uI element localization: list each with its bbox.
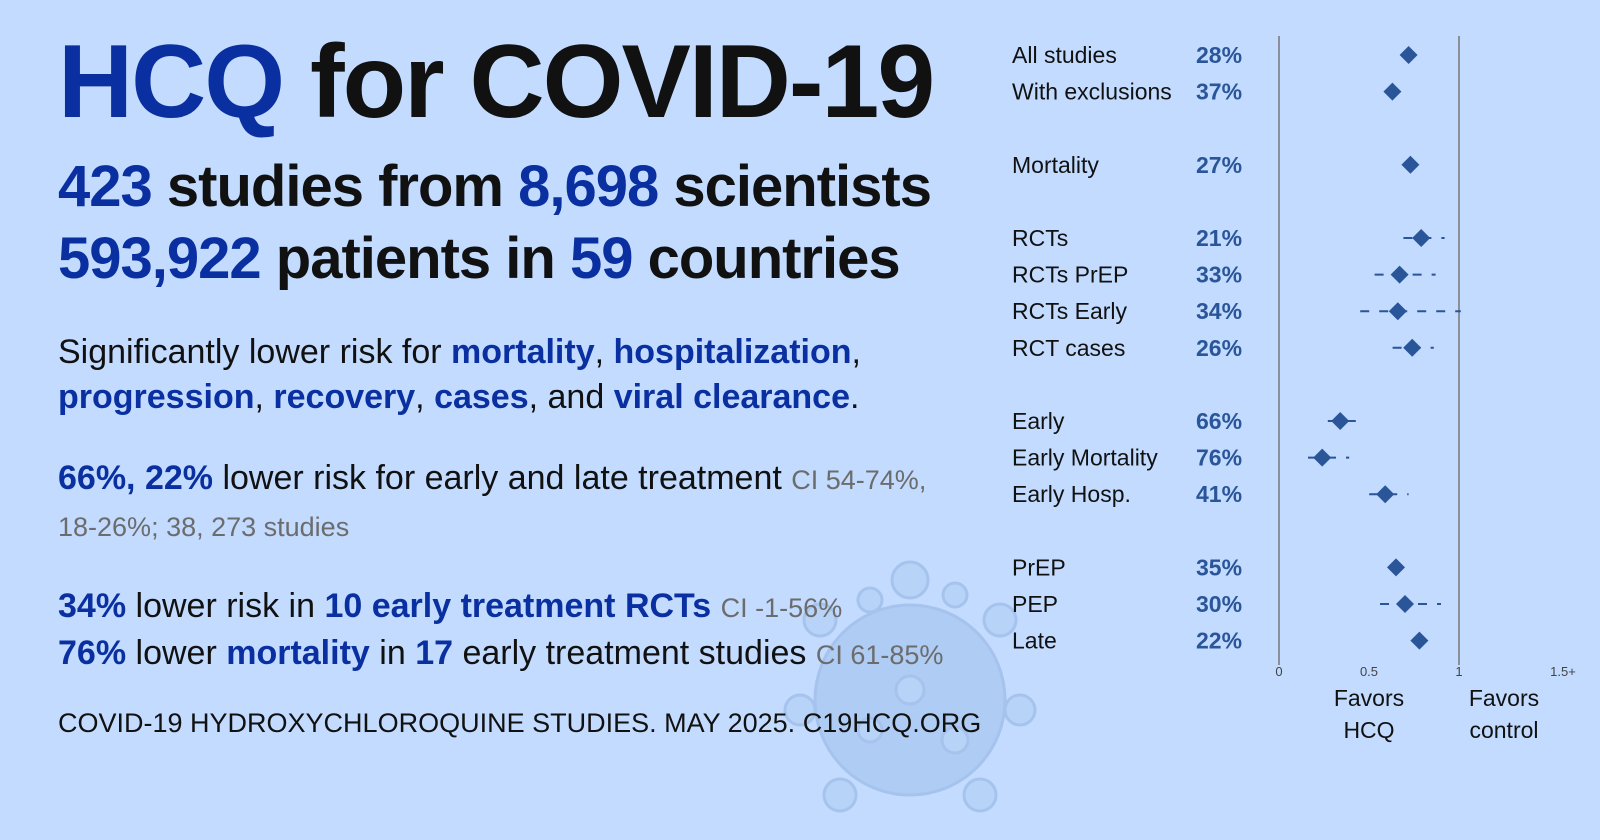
- row-label-early: Early: [1012, 408, 1065, 434]
- marker-pep: [1396, 595, 1414, 613]
- benefits-prefix: Significantly lower risk for: [58, 333, 442, 371]
- treatment-pcts: 66%, 22%: [58, 459, 213, 497]
- page-title: [58, 24, 934, 140]
- row-value-early-mortality: 76%: [1196, 444, 1243, 471]
- studies-count: 423: [58, 154, 152, 219]
- benefit-viral-clearance: viral clearance: [613, 378, 850, 416]
- benefit-and: , and: [528, 378, 605, 416]
- row-value-late: 22%: [1196, 627, 1243, 654]
- row-label-early-hosp: Early Hosp.: [1012, 481, 1131, 508]
- benefit-sep: ,: [851, 333, 861, 371]
- row-label-early-mortality: Early Mortality: [1012, 444, 1158, 471]
- patients-count: 593,922: [58, 226, 261, 291]
- scientists-text: scientists: [673, 154, 931, 219]
- forest-plot: [1000, 20, 1600, 800]
- row-label-with-exclusions: With exclusions: [1012, 78, 1172, 105]
- marker-rcts-prep: [1391, 266, 1409, 284]
- row-label-rcts-prep: RCTs PrEP: [1012, 261, 1129, 288]
- row-label-all-studies: All studies: [1012, 42, 1117, 68]
- x-tick-2: 1: [1455, 664, 1463, 679]
- marker-early-hosp: [1376, 485, 1394, 503]
- mortality-text3: early treatment studies: [462, 634, 807, 672]
- row-value-mortality: 27%: [1196, 151, 1243, 178]
- row-label-rct-cases: RCT cases: [1012, 334, 1126, 361]
- x-tick-0: 0: [1275, 664, 1283, 679]
- rct-highlight: 10 early treatment RCTs: [324, 587, 712, 625]
- row-label-late: Late: [1012, 627, 1057, 654]
- benefit-sep: ,: [415, 378, 425, 416]
- footer: [58, 708, 981, 739]
- mortality-pct: 76%: [58, 634, 127, 672]
- marker-late: [1410, 632, 1428, 650]
- marker-with-exclusions: [1383, 83, 1401, 101]
- benefit-progression: progression: [58, 378, 255, 416]
- row-value-with-exclusions: 37%: [1196, 78, 1243, 105]
- row-label-mortality: Mortality: [1012, 151, 1099, 178]
- favors-control-1: Favors: [1468, 685, 1540, 711]
- row-label-pep: PEP: [1012, 591, 1059, 617]
- row-value-early: 66%: [1196, 408, 1243, 434]
- marker-rcts-early: [1389, 302, 1407, 320]
- x-tick-1: 0.5: [1359, 664, 1379, 679]
- benefit-sep: ,: [254, 378, 264, 416]
- row-value-early-hosp: 41%: [1196, 481, 1243, 508]
- row-value-rcts-prep: 33%: [1196, 261, 1243, 288]
- benefits-paragraph: [58, 330, 861, 420]
- footer-text: COVID-19 HYDROXYCHLOROQUINE STUDIES. MAY 2025.: [58, 708, 796, 738]
- countries-text: countries: [647, 226, 900, 291]
- title-hcq: HCQ: [58, 24, 284, 140]
- treatment-text: lower risk for early and late treatment: [222, 459, 782, 497]
- row-label-rcts-early: RCTs Early: [1012, 298, 1128, 325]
- favors-control-2: control: [1469, 717, 1539, 743]
- marker-early-mortality: [1313, 449, 1331, 467]
- marker-all-studies: [1400, 46, 1418, 64]
- studies-text: studies from: [166, 154, 503, 219]
- stats-line-studies: [58, 154, 931, 219]
- rct-pct: 34%: [58, 587, 127, 625]
- marker-early: [1331, 412, 1349, 430]
- row-value-rct-cases: 26%: [1196, 334, 1243, 361]
- mortality-count: 17: [415, 634, 454, 672]
- marker-rct-cases: [1403, 339, 1421, 357]
- mortality-text1: lower: [135, 634, 217, 672]
- row-value-all-studies: 28%: [1196, 42, 1243, 68]
- benefit-cases: cases: [434, 378, 529, 416]
- benefit-end: .: [850, 378, 860, 416]
- marker-rcts: [1412, 229, 1430, 247]
- benefit-mortality: mortality: [451, 333, 595, 371]
- patients-text: patients in: [275, 226, 555, 291]
- treatment-ci-1: CI 54-74%,: [791, 465, 927, 495]
- favors-hcq-2: HCQ: [1343, 717, 1395, 743]
- row-value-pep: 30%: [1196, 591, 1243, 617]
- row-label-prep: PrEP: [1012, 554, 1066, 581]
- x-tick-3: 1.5+: [1550, 664, 1576, 679]
- mortality-highlight: mortality: [226, 634, 370, 672]
- row-value-rcts: 21%: [1196, 225, 1243, 251]
- row-value-rcts-early: 34%: [1196, 298, 1243, 325]
- favors-hcq-1: Favors: [1333, 685, 1405, 711]
- mortality-text2: in: [379, 634, 406, 672]
- mortality-ci: CI 61-85%: [815, 640, 944, 670]
- scientists-count: 8,698: [518, 154, 659, 219]
- rct-ci: CI -1-56%: [720, 593, 843, 623]
- rct-text: lower risk in: [135, 587, 315, 625]
- benefit-sep: ,: [594, 333, 605, 371]
- benefit-recovery: recovery: [273, 378, 416, 416]
- benefit-hospitalization: hospitalization: [613, 333, 852, 371]
- countries-count: 59: [569, 226, 633, 291]
- row-label-rcts: RCTs: [1012, 225, 1069, 251]
- treatment-ci-2: 18-26%; 38, 273 studies: [58, 512, 350, 542]
- rct-paragraph: [58, 584, 943, 678]
- title-covid: for COVID-19: [310, 24, 934, 140]
- marker-mortality: [1401, 156, 1419, 174]
- treatment-paragraph: [58, 456, 926, 550]
- row-value-prep: 35%: [1196, 554, 1243, 581]
- footer-site[interactable]: C19HCQ.ORG: [802, 708, 982, 738]
- stats-line-patients: [58, 226, 900, 291]
- marker-prep: [1387, 558, 1405, 576]
